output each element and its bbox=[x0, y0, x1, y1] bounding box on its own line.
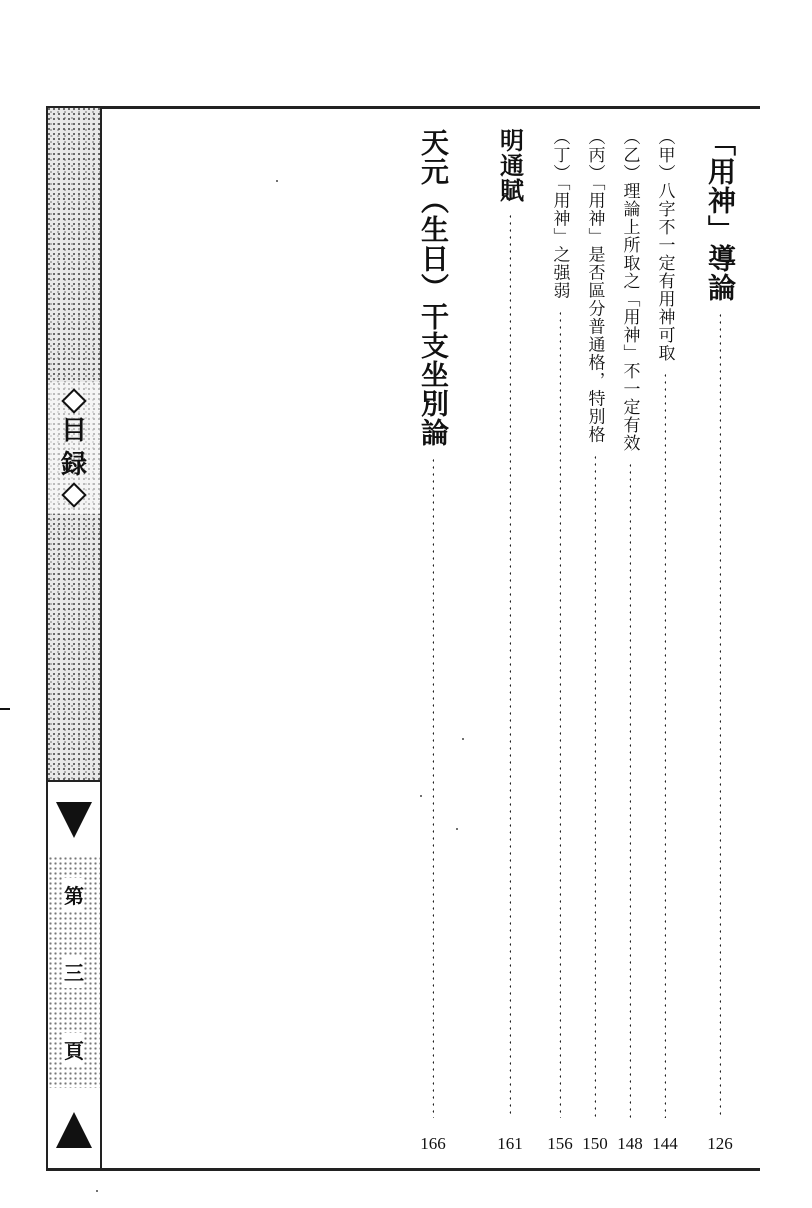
scan-speck bbox=[276, 180, 278, 182]
page-label-char: 三 bbox=[64, 955, 84, 988]
toc-entry-title: （甲）八字不一定有用神可取 bbox=[654, 128, 675, 362]
scan-speck bbox=[420, 795, 422, 797]
margin-mark bbox=[0, 708, 10, 710]
section-char-lu: 録 bbox=[60, 450, 87, 480]
dot-leader bbox=[664, 372, 666, 1118]
dot-leader bbox=[629, 462, 631, 1118]
page-label bbox=[48, 856, 100, 1088]
diamond-icon bbox=[61, 482, 86, 507]
dot-leader bbox=[509, 213, 511, 1118]
arrow-up-icon[interactable] bbox=[56, 1112, 92, 1148]
toc-entry-jia[interactable] bbox=[645, 128, 685, 1122]
toc-entry-title: 天元（生日）干支坐別論 bbox=[417, 128, 450, 447]
toc-entry-mingtongfu[interactable] bbox=[490, 128, 530, 1122]
page-label-char: 第 bbox=[64, 878, 84, 911]
dot-leader bbox=[559, 310, 561, 1119]
toc-entry-title: （丁）「用神」之强弱 bbox=[549, 128, 570, 300]
toc-page-number: 148 bbox=[617, 1134, 643, 1153]
arrow-down-icon[interactable] bbox=[56, 802, 92, 838]
toc-entry-title: 「用神」導論 bbox=[704, 128, 737, 302]
diamond-icon bbox=[61, 388, 86, 413]
toc-page-number: 166 bbox=[420, 1134, 446, 1153]
bottom-rule bbox=[46, 1168, 760, 1171]
dot-leader bbox=[719, 312, 721, 1118]
toc-entry-yongshen-daolun[interactable] bbox=[700, 128, 740, 1122]
scan-speck bbox=[96, 1190, 98, 1192]
toc-entry-ding[interactable] bbox=[540, 128, 580, 1122]
toc-entry-yi[interactable] bbox=[610, 128, 650, 1122]
scan-speck bbox=[462, 738, 464, 740]
section-label bbox=[48, 382, 100, 514]
toc-entry-title: 明通賦 bbox=[495, 128, 525, 203]
toc-entry-bing[interactable] bbox=[575, 128, 615, 1122]
toc-page-number: 126 bbox=[707, 1134, 733, 1153]
toc-page-number: 150 bbox=[582, 1134, 608, 1153]
dot-leader bbox=[432, 457, 434, 1118]
toc-entry-tianyuan[interactable] bbox=[413, 128, 453, 1122]
toc-entry-title: （丙）「用神」是否區分普通格，特別格 bbox=[584, 128, 605, 444]
top-rule bbox=[46, 106, 760, 109]
section-char-mu: 目 bbox=[60, 416, 87, 446]
toc-page-number: 144 bbox=[652, 1134, 678, 1153]
page-label-char: 頁 bbox=[64, 1033, 84, 1066]
toc-page-number: 161 bbox=[497, 1134, 523, 1153]
sidebar bbox=[46, 108, 102, 1170]
toc-entry-title: （乙）理論上所取之「用神」不一定有效 bbox=[619, 128, 640, 452]
scan-speck bbox=[456, 828, 458, 830]
dot-leader bbox=[594, 454, 596, 1119]
toc-page-number: 156 bbox=[547, 1134, 573, 1153]
